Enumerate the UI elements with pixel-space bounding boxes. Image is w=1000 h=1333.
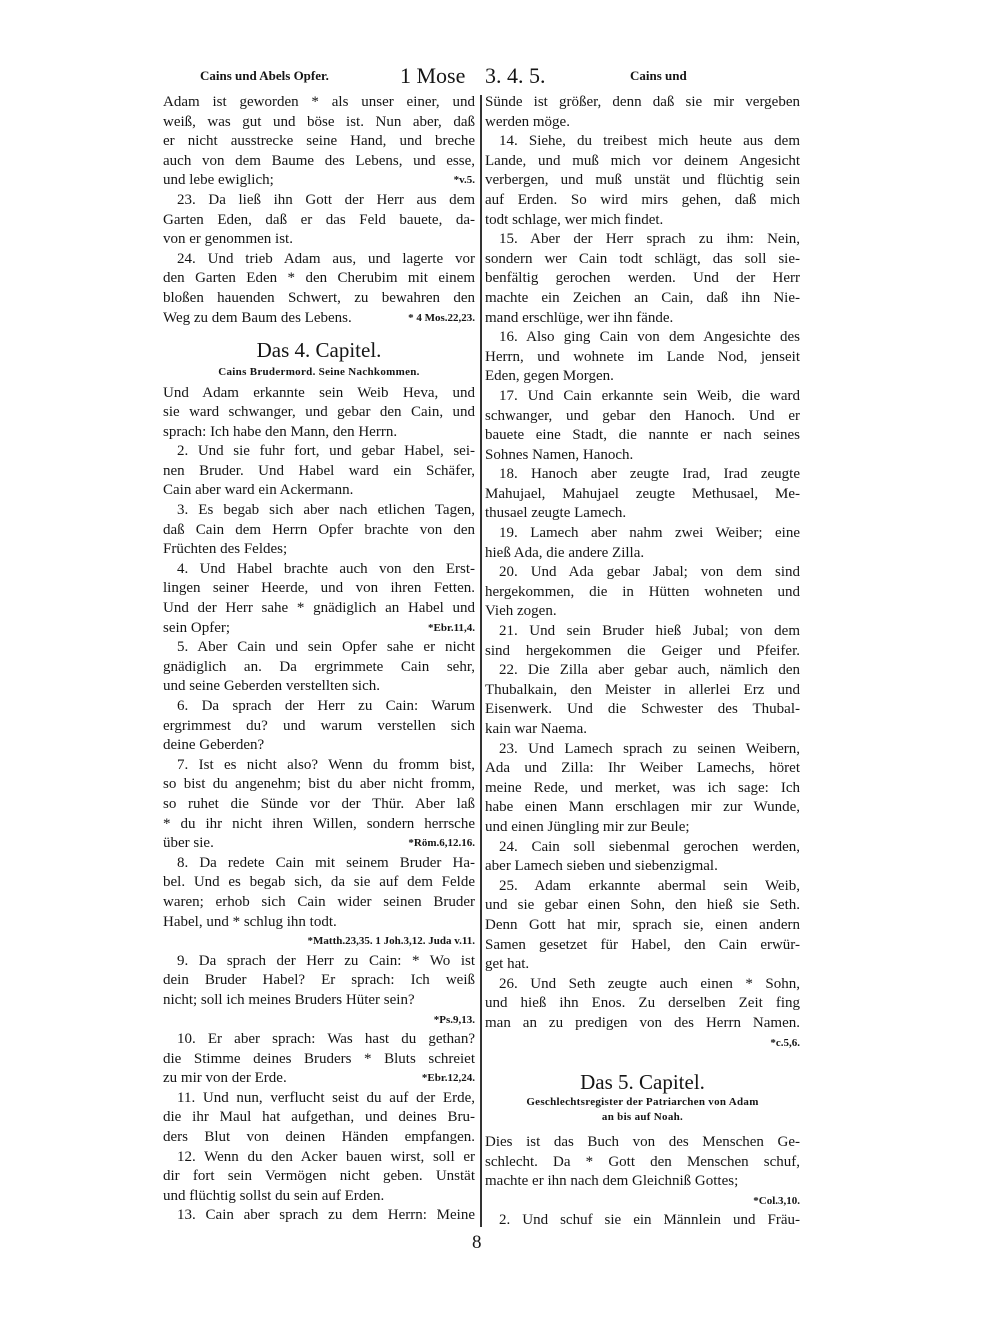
text-line: Garten Eden, daß er das Feld bauete, da- — [163, 211, 475, 228]
verse-start-line: 10. Er aber sprach: Was hast du gethan? — [177, 1031, 475, 1048]
text-line: daß Cain dem Herrn Opfer brachte von den — [163, 521, 475, 538]
text-line: und einen Jüngling mir zur Beule; — [485, 818, 690, 835]
text-line: Herrn, und wohnete im Lande Nod, jenseit — [485, 348, 800, 365]
text-line: deine Geberden? — [163, 737, 265, 754]
text-line: machte ein Zeichen an Cain, daß ihn Nie- — [485, 289, 800, 306]
text-line: mand erschlüge, wer ihn fände. — [485, 309, 674, 326]
text-line: Lande, und muß mich vor deinem Angesicht — [485, 152, 800, 169]
text-line: von er genommen ist. — [163, 231, 293, 248]
verse-start-line: 11. Und nun, verflucht seist du auf der Erde, — [177, 1089, 475, 1106]
text-line: nen Bruder. Und Habel ward ein Schäfer, — [163, 462, 475, 479]
cross-reference: *Col.3,10. — [753, 1194, 800, 1207]
text-line — [163, 834, 475, 854]
text-line: weiß, was gut und böse ist. Nun aber, daß — [163, 113, 475, 130]
text-line — [163, 1069, 475, 1089]
verse-start-line: 13. Cain aber sprach zu dem Herrn: Meine — [177, 1207, 475, 1224]
text-line: und hieß ihn Enos. Zu derselben Zeit fing — [485, 995, 800, 1012]
text-line: man an zu predigen von des Herrn Namen. — [485, 1014, 800, 1031]
cross-reference: *v.5. — [453, 174, 475, 187]
text-line: Thubalkain, den Meister in allerlei Erz und — [485, 681, 800, 698]
text-line: schwanger, und gebar den Hanoch. Und er — [485, 407, 800, 424]
text-line: Denn Gott hat mir, sprach sie, einen andern — [485, 916, 800, 933]
header-right-title: Cains und — [630, 68, 687, 83]
verse-start-line: 12. Wenn du den Acker bauen wirst, soll er — [177, 1148, 475, 1165]
text-line: waren; erhob sich Cain wider seinen Bruder — [163, 893, 475, 910]
page-number: 8 — [472, 1232, 482, 1253]
verse-start-line: 24. Cain soll siebenmal gerochen werden, — [499, 838, 800, 855]
text-line: verbergen, und muß unstät und flüchtig sein — [485, 172, 800, 189]
verse-start-line: 14. Siehe, du treibest mich heute aus dem — [499, 133, 800, 150]
text-line: so ruhet die Sünde vor der Thür. Aber laß — [163, 795, 475, 812]
chapter-summary: Geschlechtsregister der Patriarchen von Adam — [526, 1096, 759, 1109]
text-line: und seine Geberden verstellten sich. — [163, 678, 381, 695]
text-line: dir fort sein Vermögen nicht geben. Unstät — [163, 1168, 475, 1185]
verse-start-line: 19. Lamech aber nahm zwei Weiber; eine — [499, 525, 800, 542]
chapter-heading: Das 5. Capitel. — [580, 1070, 705, 1095]
text-line: bel. Und es begab sich, da sie auf dem Felde — [163, 874, 475, 891]
right-column — [485, 93, 800, 1231]
chapter-summary: Cains Brudermord. Seine Nachkommen. — [218, 366, 420, 379]
text-line: sind hergekommen die Geiger und Pfeifer. — [485, 642, 800, 659]
left-column — [163, 93, 475, 1226]
text-line: er nicht ausstrecke seine Hand, und breche — [163, 133, 475, 150]
text-line: bloßen hauenden Schwert, zu bewahren den — [163, 289, 475, 306]
text-line — [163, 619, 475, 639]
text-line — [163, 309, 475, 329]
text-line: dein Bruder Habel? Er sprach: Ich weiß — [163, 972, 475, 989]
text-line: Früchten des Feldes; — [163, 541, 288, 558]
verse-start-line: 25. Adam erkannte abermal sein Weib, — [499, 877, 800, 894]
cross-reference: *Ebr.12,24. — [421, 1072, 475, 1085]
header-book: 1 Mose — [400, 63, 466, 88]
text-line: * du ihr nicht ihren Willen, sondern herrsche — [163, 815, 475, 832]
text-line: get hat. — [485, 956, 530, 973]
text-line: thusael zeugte Lamech. — [485, 505, 627, 522]
chapter-heading: Das 4. Capitel. — [256, 338, 382, 363]
verse-start-line: 3. Es begab sich aber nach etlichen Tagen, — [177, 502, 475, 519]
cross-reference: *Ebr.11,4. — [428, 621, 475, 634]
text-line: sie ward schwanger, und gebar den Cain, und — [163, 404, 475, 421]
cross-reference: *c.5,6. — [770, 1036, 800, 1049]
text-line: so bist du angenehm; bist du aber nicht fromm, — [163, 776, 475, 793]
text-line: den Garten Eden * den Cherubim mit einem — [163, 270, 475, 287]
verse-start-line: 7. Ist es nicht also? Wenn du fromm bist, — [177, 756, 475, 773]
text-line: schlecht. Da * Gott den Menschen schuf, — [485, 1153, 800, 1170]
text-line: nicht; soll ich meines Bruders Hüter sein? — [163, 991, 415, 1008]
text-line: Und der Herr sahe * gnädiglich an Habel und — [163, 600, 475, 617]
text-line: Cain aber ward ein Ackermann. — [163, 482, 354, 499]
verse-start-line: 21. Und sein Bruder hieß Jubal; von dem — [499, 623, 800, 640]
verse-start-line: 22. Die Zilla aber gebar auch, nämlich den — [499, 662, 800, 679]
verse-start-line: 20. Und Ada gebar Jabal; von dem sind — [499, 564, 800, 581]
text-line: Sünde ist größer, denn daß sie mir vergeben — [485, 94, 800, 110]
text-line: auf Erden. So wird mirs gehen, daß mich — [485, 191, 800, 208]
verse-start-line: 2. Und schuf sie ein Männlein und Fräu- — [499, 1212, 800, 1229]
text-line: kain war Naema. — [485, 721, 588, 737]
verse-start-line: 6. Da sprach der Herr zu Cain: Warum — [177, 698, 475, 715]
chapter-summary: an bis auf Noah. — [601, 1111, 684, 1124]
verse-start-line: 8. Da redete Cain mit seinem Bruder Ha- — [177, 854, 475, 871]
verse-start-line: 9. Da sprach der Herr zu Cain: * Wo ist — [177, 952, 475, 969]
text-line: sprach: Ich habe den Mann, den Herrn. — [163, 423, 398, 440]
text-line: machte er ihn nach dem Gleichniß Gottes; — [485, 1173, 739, 1190]
verse-start-line: 5. Aber Cain und sein Opfer sahe er nicht — [177, 639, 475, 656]
line-text: Weg zu dem Baum des Lebens. — [163, 309, 352, 326]
line-text: und lebe ewiglich; — [163, 172, 274, 189]
text-line: habe einen Mann erschlagen mir zur Wunde, — [485, 799, 800, 816]
verse-start-line: 24. Und trieb Adam aus, und lagerte vor — [177, 250, 475, 267]
text-line: auch von dem Baume des Lebens, und esse, — [163, 152, 475, 169]
text-line: Vieh zogen. — [485, 603, 557, 620]
text-line: Eisenwerk. Und die Schwester des Thubal- — [485, 701, 800, 718]
text-line: hieß Ada, die andere Zilla. — [485, 544, 645, 561]
verse-start-line: 23. Und Lamech sprach zu seinen Weibern, — [499, 740, 800, 757]
text-line: werden möge. — [485, 113, 570, 130]
text-line: Und Adam erkannte sein Weib Heva, und — [163, 384, 475, 401]
text-line: und sie gebar einen Sohn, den hieß sie Seth. — [485, 897, 800, 914]
text-line: ergrimmest du? und warum verstellen sich — [163, 717, 475, 734]
cross-reference: *Matth.23,35. 1 Joh.3,12. Juda v.11. — [307, 935, 475, 948]
text-line: Dies ist das Buch von des Menschen Ge- — [485, 1134, 800, 1151]
text-line: lingen seiner Heerde, und von ihren Fetten. — [163, 580, 475, 597]
text-line: aber Lamech sieben und siebenzigmal. — [485, 858, 718, 875]
text-line: hergekommen, die in Hütten wohneten und — [485, 583, 800, 600]
verse-start-line: 2. Und sie fuhr fort, und gebar Habel, sei- — [177, 443, 475, 460]
text-line: Mahujael, Mahujael zeugte Methusael, Me- — [485, 485, 800, 502]
text-line: sondern wer Cain todt schlägt, das soll sie- — [485, 250, 800, 267]
text-line: Ada und Zilla: Ihr Weiber Lamechs, höret — [485, 760, 800, 777]
line-text: zu mir von der Erde. — [163, 1070, 287, 1087]
text-line: Adam ist geworden * als unser einer, und — [163, 94, 475, 110]
cross-reference: * 4 Mos.22,23. — [408, 311, 475, 324]
verse-start-line: 17. Und Cain erkannte sein Weib, die ward — [499, 387, 800, 404]
verse-start-line: 16. Also ging Cain von dem Angesichte des — [499, 329, 800, 346]
column-divider — [480, 95, 482, 1227]
cross-reference: *Röm.6,12.16. — [408, 837, 475, 850]
text-line: die ihr Maul hat aufgethan, und deines Bru- — [163, 1109, 475, 1126]
verse-start-line: 15. Aber der Herr sprach zu ihm: Nein, — [499, 231, 800, 248]
line-text: über sie. — [163, 835, 214, 852]
header-chapters: 3. 4. 5. — [485, 63, 546, 88]
cross-reference: *Ps.9,13. — [433, 1013, 475, 1026]
text-line: benfältig gerochen werden. Und der Herr — [485, 270, 800, 287]
text-line: und flüchtig sollst du sein auf Erden. — [163, 1187, 385, 1204]
line-text: sein Opfer; — [163, 619, 231, 636]
verse-start-line: 23. Da ließ ihn Gott der Herr aus dem — [177, 191, 475, 208]
text-line: gnädiglich an. Da ergrimmete Cain sehr, — [163, 658, 475, 675]
verse-start-line: 26. Und Seth zeugte auch einen * Sohn, — [499, 975, 800, 992]
text-line: meine Rede, und merket, was ich sage: Ich — [485, 779, 800, 796]
text-line — [163, 171, 475, 191]
text-line: ders Blut von deinen Händen empfangen. — [163, 1129, 475, 1146]
text-line: Sohnes Namen, Hanoch. — [485, 446, 634, 463]
text-line: die Stimme deines Bruders * Bluts schreiet — [163, 1050, 475, 1067]
text-line: todt schlage, wer mich findet. — [485, 211, 664, 228]
verse-start-line: 18. Hanoch aber zeugte Irad, Irad zeugte — [499, 466, 800, 483]
text-line: Habel, und * schlug ihn todt. — [163, 913, 337, 930]
text-line: bauete eine Stadt, die nannte er nach seines — [485, 427, 800, 444]
text-line: Samen gesetzet für Habel, den Cain erwür- — [485, 936, 800, 953]
text-line: Eden, gegen Morgen. — [485, 368, 614, 385]
header-left-title: Cains und Abels Opfer. — [200, 68, 329, 83]
verse-start-line: 4. Und Habel brachte auch von den Erst- — [177, 560, 475, 577]
